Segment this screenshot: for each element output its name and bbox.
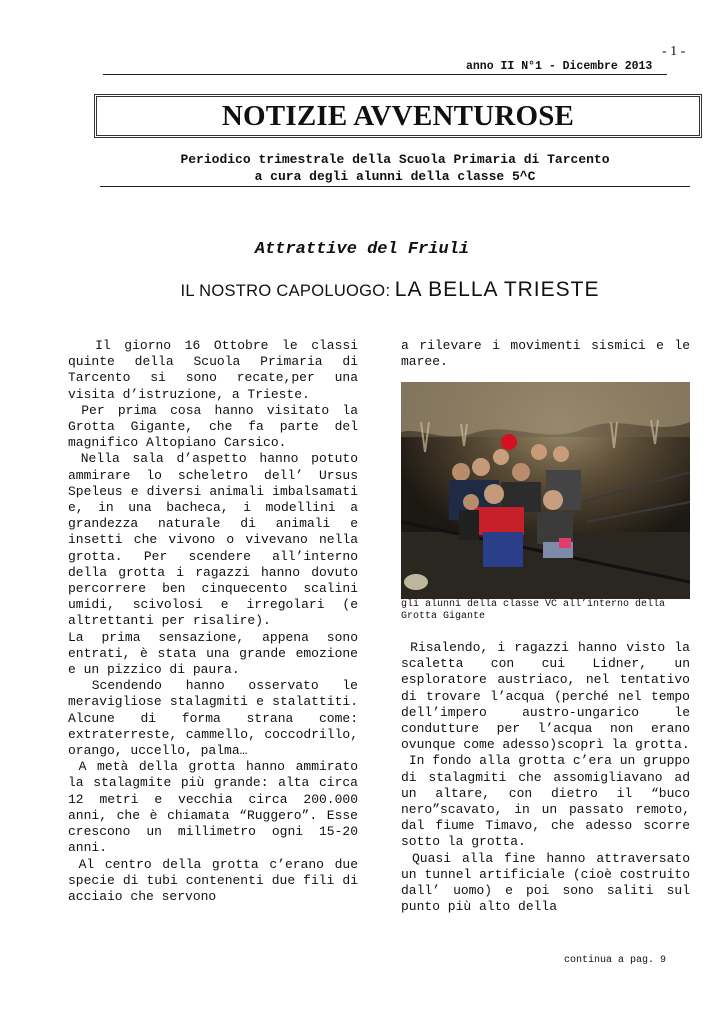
masthead bbox=[94, 94, 702, 138]
paragraph: Al centro della grotta c’erano due specie di tubi contenenti due fili di acciaio che servono bbox=[68, 856, 358, 904]
subtitle-rule bbox=[100, 186, 690, 187]
paragraph: Risalendo, i ragazzi hanno visto la scaletta con cui Lidner, un esploratore austriaco, nel tentativo di trovare l’acqua (perché nel tempo dell’impero austro-ungarico le condutture per l’acqua non erano ovunque come adesso)scoprì la grotta. bbox=[401, 640, 690, 753]
newspaper-title: NOTIZIE AVVENTUROSE bbox=[221, 99, 575, 132]
page-number: - 1 - bbox=[662, 44, 686, 59]
article-right-column bbox=[401, 640, 690, 915]
paragraph: La prima sensazione, appena sono entrati, è stata una grande emozione e un pizzico di paura. bbox=[68, 629, 358, 678]
paragraph: Il giorno 16 Ottobre le classi quinte della Scuola Primaria di Tarcento si sono recate,per una visita d’istruzione, a Trieste. bbox=[68, 338, 358, 402]
article-left-column bbox=[68, 338, 358, 905]
section-title: Attrattive del Friuli bbox=[254, 240, 470, 259]
paragraph: Nella sala d’aspetto hanno potuto ammirare lo scheletro dell’ Ursus Speleus e diversi animali imbalsamati e, in una bacheca, i modellini a grandezza naturale di animali e insetti che vivono o vivevano nella grotta. Per scendere all’interno della grotta i ragazzi hanno dovuto percorrere ben cinquecento scalini umidi, scivolosi e irregolari (e altrettanti per risalire). bbox=[68, 451, 358, 629]
paragraph: A metà della grotta hanno ammirato la stalagmite più grande: alta circa 12 metri e vecchia circa 200.000 anni, che è chiamata “Ruggero”. Esse crescono un millimetro ogni 15-20 anni. bbox=[68, 759, 358, 856]
article-right-top bbox=[401, 338, 690, 370]
subtitle-line-1: Periodico trimestrale della Scuola Primaria di Tarcento bbox=[180, 152, 610, 167]
headline-main: LA BELLA TRIESTE bbox=[394, 278, 600, 301]
headline-prefix: IL NOSTRO CAPOLUOGO: bbox=[180, 282, 391, 300]
photo-caption: gli alunni della classe VC all’interno della Grotta Gigante bbox=[401, 599, 666, 622]
paragraph: a rilevare i movimenti sismici e le maree. bbox=[401, 338, 690, 370]
paragraph: Per prima cosa hanno visitato la Grotta Gigante, che fa parte del magnifico Altopiano Carsico. bbox=[68, 402, 358, 451]
paragraph: Scendendo hanno osservato le meravigliose stalagmiti e stalattiti. Alcune di forma strana come: extraterreste, cammello, coccodrillo, orango, uccello, palma… bbox=[68, 678, 358, 759]
paragraph: In fondo alla grotta c’era un gruppo di stalagmiti che assomigliavano ad un altare, con dietro il “buco nero”scavato, in un passato remoto, dal fiume Timavo, che adesso scorre sotto la grotta. bbox=[401, 753, 690, 850]
header-rule bbox=[103, 74, 667, 75]
paragraph: Quasi alla fine hanno attraversato un tunnel artificiale (cioè costruito dall’ uomo) e poi sono saliti sul punto più alto della bbox=[401, 850, 690, 915]
continued-note: continua a pag. 9 bbox=[564, 955, 667, 966]
subtitle-line-2: a cura degli alunni della classe 5^C bbox=[254, 169, 536, 184]
issue-date: anno II N°1 - Dicembre 2013 bbox=[466, 60, 653, 73]
headline bbox=[0, 278, 724, 302]
cave-photo bbox=[401, 382, 690, 599]
